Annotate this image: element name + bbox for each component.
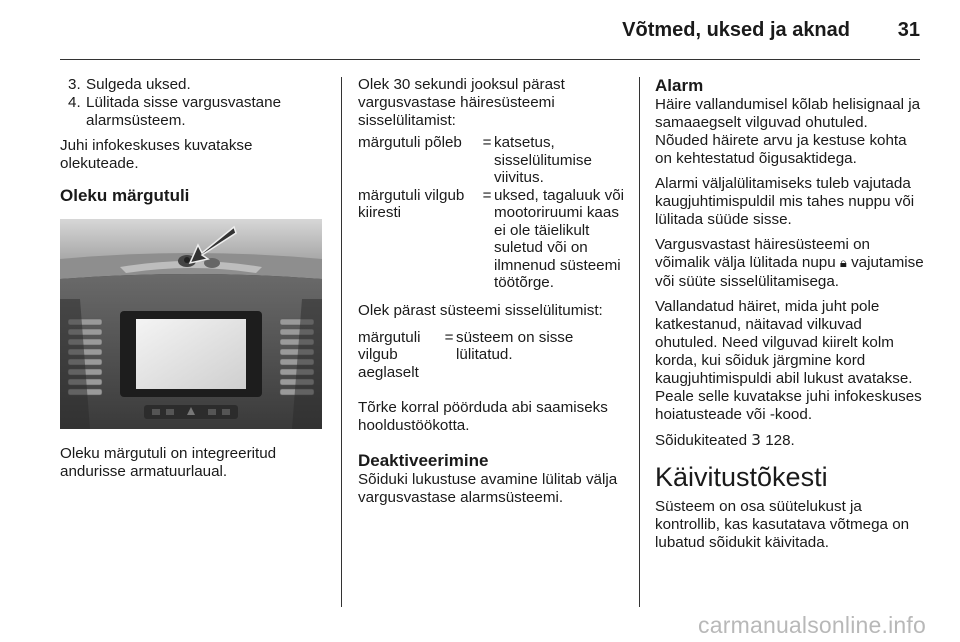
term-cell: märgutuli vilgub aeglaselt: [358, 328, 421, 381]
desc-cell: uksed, tagaluuk või mootoriruumi kaas ei ole täielikult suletud või on ilmnenud süsteemi töötõrge.: [494, 186, 625, 291]
step-item: [68, 76, 335, 94]
section-title-immobiliser: Käivitustõkesti: [655, 462, 828, 492]
step-list: [60, 76, 335, 130]
status-table-2: [358, 329, 630, 382]
dashboard-illustration: [60, 219, 322, 429]
column-3: [655, 76, 925, 559]
desc-cell: katsetus, sisselülitumise viivitus.: [494, 134, 592, 186]
fault-text: Tõrke korral pöörduda abi saamiseks hooldustöökotta.: [358, 399, 608, 434]
deactivation-text: Sõiduki lukustuse avamine lülitab välja vargusvastase alarmsüsteemi.: [358, 471, 618, 506]
alarm-paragraph-1: Häire vallandumisel kõlab helisignaal ja samaaegselt vilguvad ohutuled. Nõuded häirete arvu ja kestuse kohta on kehtestatud õigusaktidega.: [655, 96, 921, 167]
step-text: Lülitada sisse vargusvastane alarmsüsteem.: [86, 94, 282, 129]
alarm-paragraph-3: [655, 236, 925, 291]
immobiliser-text: Süsteem on osa süütelukust ja kontrollib, kas kasutatava võtmega on lubatud sõidukit käivitada.: [655, 498, 910, 551]
header-rule: [60, 59, 920, 60]
ref-page: 128.: [765, 432, 795, 449]
dashboard-photo: [60, 219, 322, 429]
step-text: Sulgeda uksed.: [86, 76, 191, 93]
intro-text: Olek 30 sekundi jooksul pärast vargusvastase häiresüsteemi sisselülitamist:: [358, 76, 565, 129]
reference-arrow-icon: 3: [751, 431, 761, 449]
alarm-paragraph-2: Alarmi väljalülitamiseks tuleb vajutada kaugjuhtimispuldil mis tahes nuppu või lülitada süüde sisse.: [655, 175, 915, 228]
equals-cell: =: [482, 134, 492, 151]
figure-caption: Oleku märgutuli on integreeritud andurisse armatuurlaual.: [60, 445, 277, 480]
after-text: Olek pärast süsteemi sisselülitumist:: [358, 301, 603, 319]
term-cell: märgutuli vilgub kiiresti: [358, 186, 465, 221]
step-number: 4.: [68, 94, 81, 111]
lock-icon: 🔒︎: [839, 256, 847, 271]
alarm-paragraph-4: Vallandatud häiret, mida juht pole katkestanud, näitavad vilkuvad ohutuled. Need vilguvad kiirelt kolm korda, kui sõiduk järgmine kord kaugjuhtimispuldi abil lukust avatakse. Peale selle kuvatakse juhi infokeskuses hoiatusteade või -kood.: [655, 298, 922, 423]
watermark: carmanualsonline.info: [698, 612, 926, 638]
column-divider-1: [341, 77, 342, 607]
ref-text: Sõidukiteated: [655, 432, 748, 449]
alarm-paragraph-3-text-cont: vajutamise või süüte sisselülitamisega.: [655, 254, 924, 290]
table-row: [358, 134, 630, 187]
step-number: 3.: [68, 76, 81, 93]
page-header-title: Võtmed, uksed ja aknad: [622, 19, 850, 41]
equals-cell: =: [444, 328, 454, 346]
term-cell: märgutuli põleb: [358, 134, 462, 151]
status-table-1: [358, 134, 630, 292]
section-title-status-led: Oleku märgutuli: [60, 186, 190, 205]
page-number: 31: [897, 19, 920, 41]
column-2: [358, 76, 630, 514]
step-item: [68, 94, 335, 130]
table-row: [358, 329, 630, 382]
info-text: Juhi infokeskuses kuvatakse olekuteade.: [60, 137, 253, 172]
vehicle-messages-ref: [655, 431, 925, 450]
section-title-alarm: Alarm: [655, 76, 704, 95]
table-row: [358, 187, 630, 292]
alarm-paragraph-3-text: Vargusvastast häiresüsteemi on võimalik välja lülitada nupu: [655, 236, 870, 271]
equals-cell: =: [482, 186, 492, 204]
column-divider-2: [639, 77, 640, 607]
column-1: [60, 76, 335, 488]
section-title-deactivation: Deaktiveerimine: [358, 451, 489, 470]
desc-cell: süsteem on sisse lülitatud.: [456, 328, 574, 363]
